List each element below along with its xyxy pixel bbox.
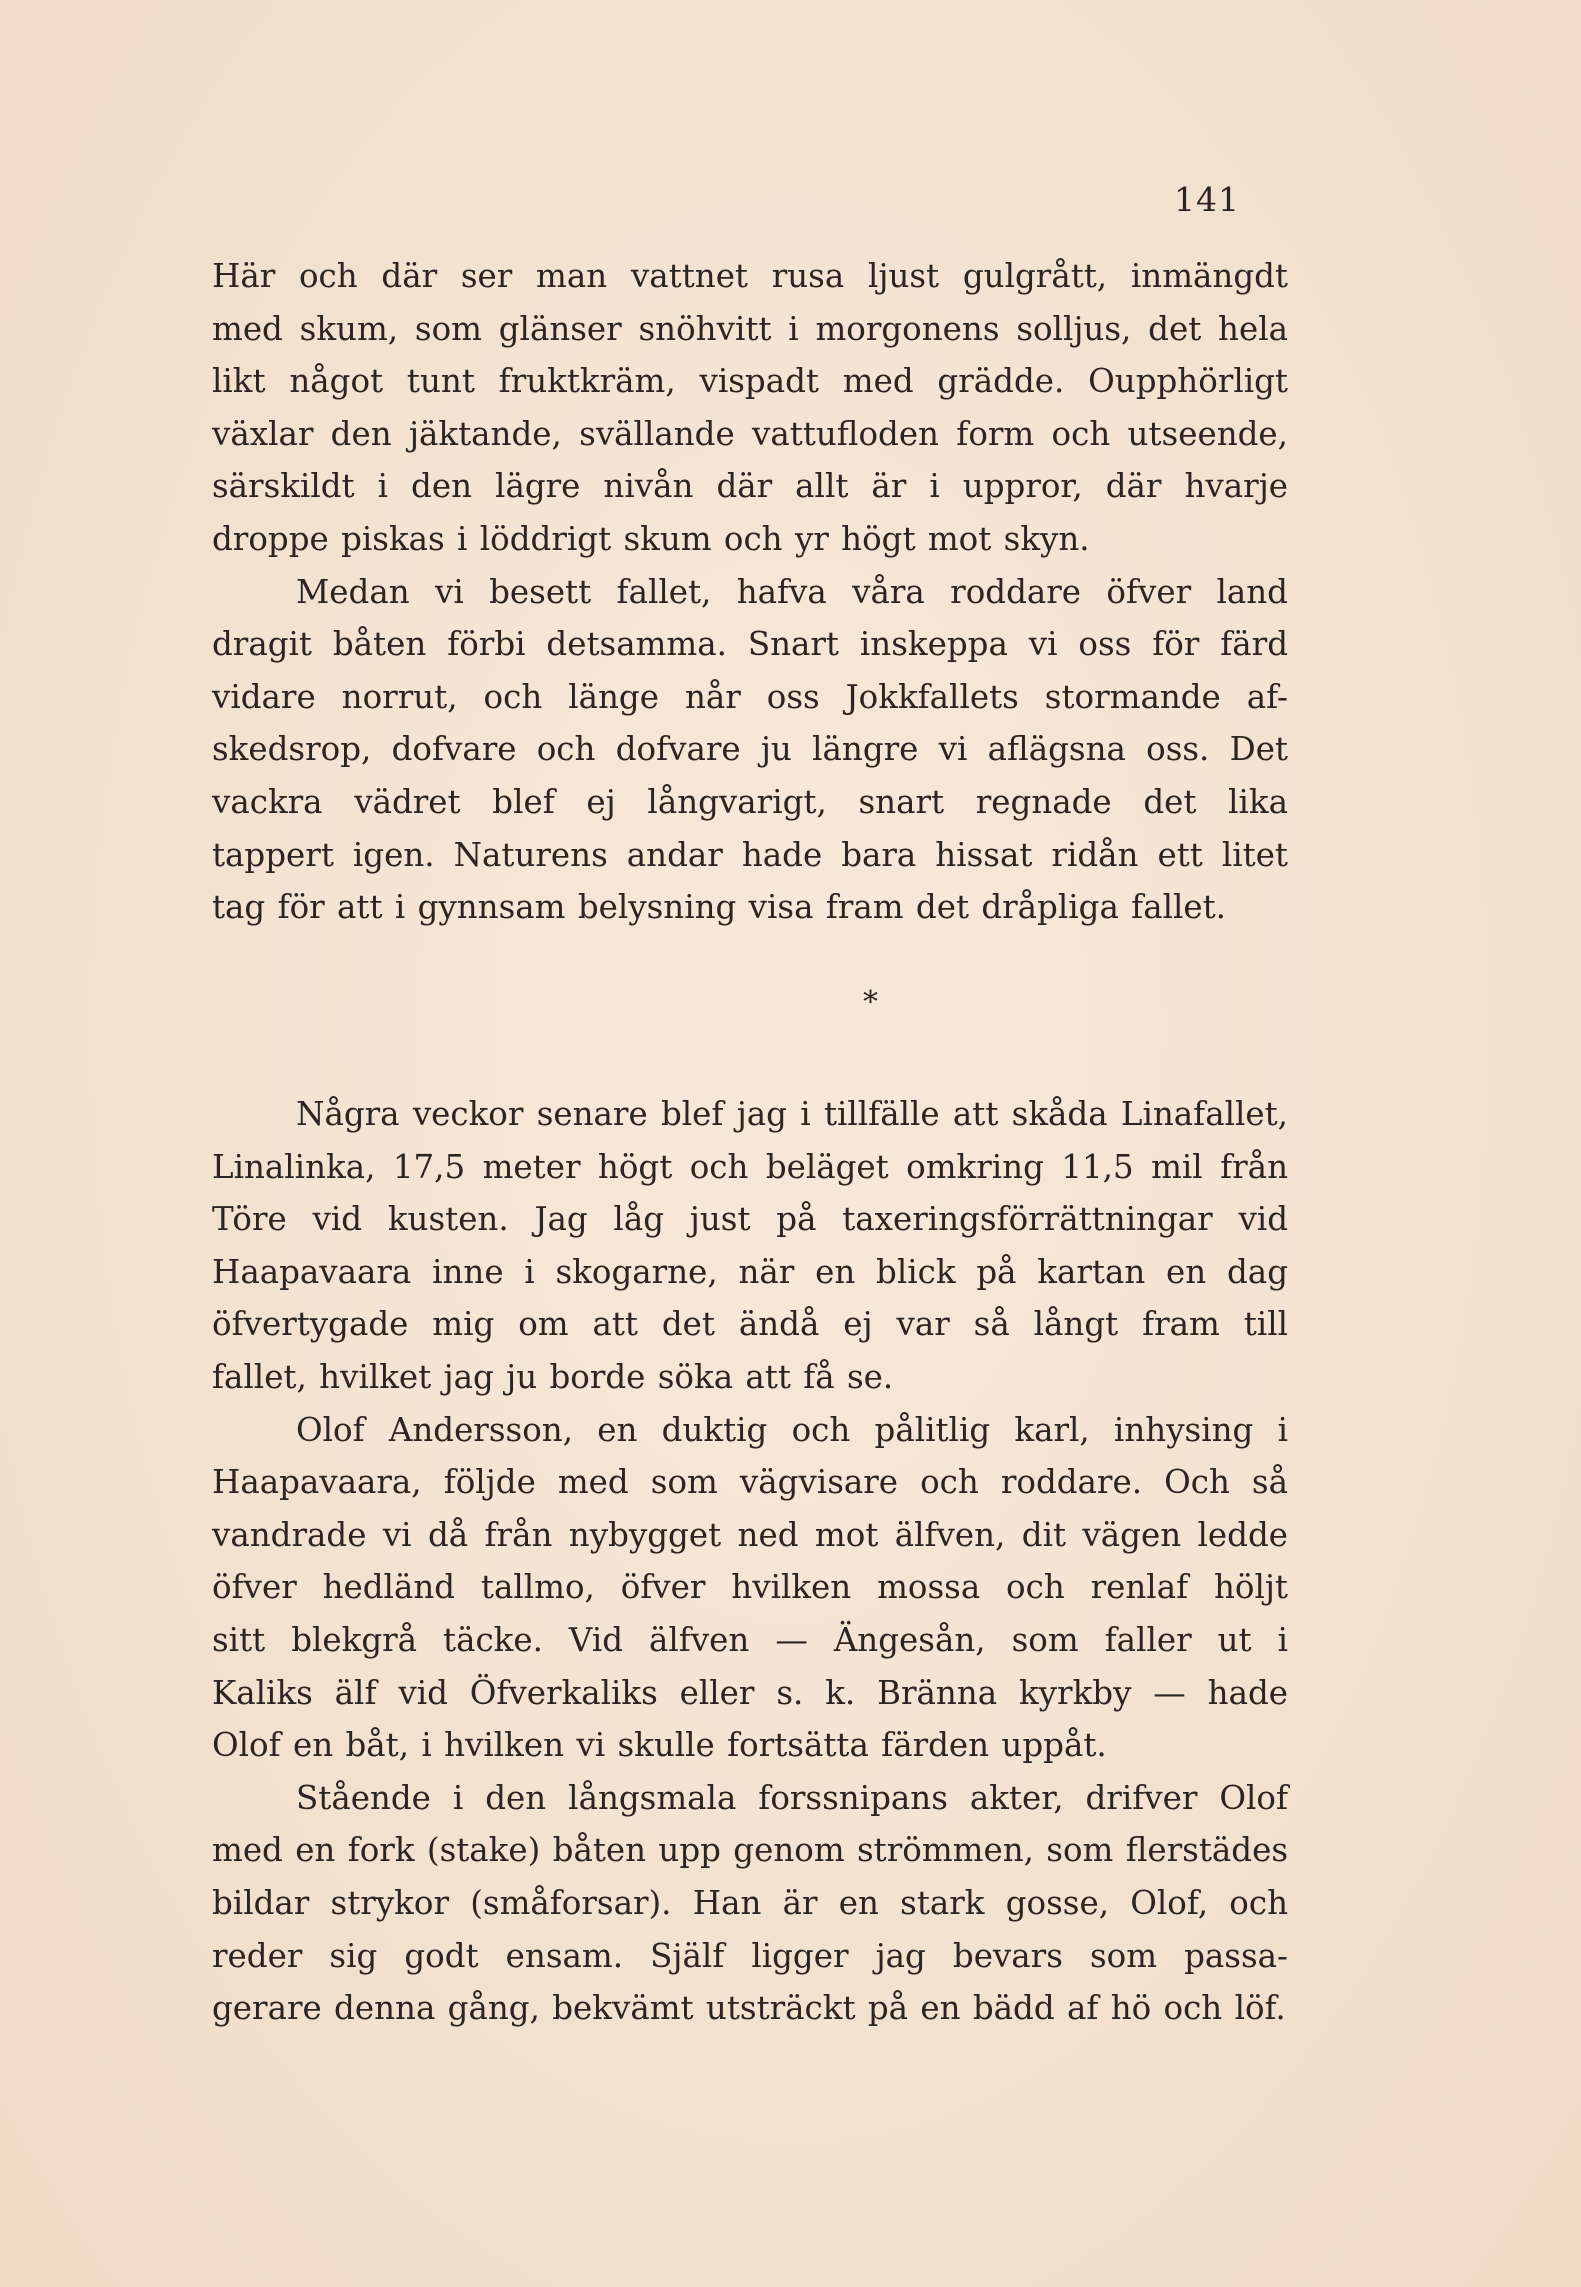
text-line: med skum, som glänser snöhvitt i morgonens solljus, det hela: [212, 309, 1288, 348]
text-line: fallet, hvilket jag ju borde söka att få se.: [212, 1357, 894, 1396]
text-line: skedsrop, dofvare och dofvare ju längre vi aflägsna oss. Det: [212, 730, 1288, 769]
text-line: öfver hedländ tallmo, öfver hvilken mossa och renlaf höljt: [212, 1568, 1288, 1607]
text-line: vidare norrut, och länge når oss Jokkfallets stormande af-: [212, 677, 1288, 716]
text-line: Töre vid kusten. Jag låg just på taxeringsförrättningar vid: [212, 1200, 1288, 1239]
text-section-2: [212, 1088, 1288, 2035]
text-line: Haapavaara inne i skogarne, när en blick på kartan en dag: [212, 1252, 1288, 1291]
text-line: särskildt i den lägre nivån där allt är i uppror, där hvarje: [212, 467, 1288, 506]
text-section-1: [212, 250, 1288, 934]
text-line: Medan vi besett fallet, hafva våra roddare öfver land: [296, 572, 1288, 611]
text-line: likt något tunt fruktkräm, vispadt med grädde. Oupphörligt: [212, 362, 1288, 401]
page-number: 141: [1174, 180, 1240, 219]
text-line: växlar den jäktande, svällande vattufloden form och utseende,: [212, 414, 1288, 453]
text-line: Kaliks älf vid Öfverkaliks eller s. k. Bränna kyrkby — hade: [212, 1673, 1288, 1712]
text-line: Olof en båt, i hvilken vi skulle fortsätta färden uppåt.: [212, 1726, 1107, 1765]
text-line: dragit båten förbi detsamma. Snart inskeppa vi oss för färd: [212, 625, 1288, 664]
text-line: tag för att i gynnsam belysning visa fram det dråpliga fallet.: [212, 888, 1226, 927]
text-line: droppe piskas i löddrigt skum och yr högt mot skyn.: [212, 519, 1090, 558]
text-line: med en fork (stake) båten upp genom strömmen, som flerstädes: [212, 1831, 1288, 1870]
text-line: sitt blekgrå täcke. Vid älfven — Ängesån, som faller ut i: [212, 1620, 1288, 1659]
text-line: gerare denna gång, bekvämt utsträckt på en bädd af hö och löf.: [212, 1989, 1286, 2028]
text-line: Några veckor senare blef jag i tillfälle att skåda Linafallet,: [296, 1095, 1288, 1133]
text-line: Stående i den långsmala forssnipans akter, drifver Olof: [296, 1778, 1288, 1817]
text-line: reder sig godt ensam. Själf ligger jag bevars som passa-: [212, 1936, 1288, 1975]
section-separator: *: [863, 985, 878, 1020]
text-line: Här och där ser man vattnet rusa ljust gulgrått, inmängdt: [212, 257, 1288, 295]
text-line: bildar strykor (småforsar). Han är en stark gosse, Olof, och: [212, 1883, 1288, 1922]
text-line: tappert igen. Naturens andar hade bara hissat ridån ett litet: [212, 835, 1288, 874]
text-line: Olof Andersson, en duktig och pålitlig karl, inhysing i: [296, 1410, 1288, 1449]
text-line: vandrade vi då från nybygget ned mot älfven, dit vägen ledde: [212, 1515, 1288, 1554]
text-line: Haapavaara, följde med som vägvisare och roddare. Och så: [212, 1463, 1288, 1502]
text-line: öfvertygade mig om att det ändå ej var så långt fram till: [212, 1305, 1288, 1344]
text-line: Linalinka, 17,5 meter högt och beläget omkring 11,5 mil från: [212, 1147, 1288, 1186]
text-line: vackra vädret blef ej långvarigt, snart regnade det lika: [212, 782, 1288, 821]
